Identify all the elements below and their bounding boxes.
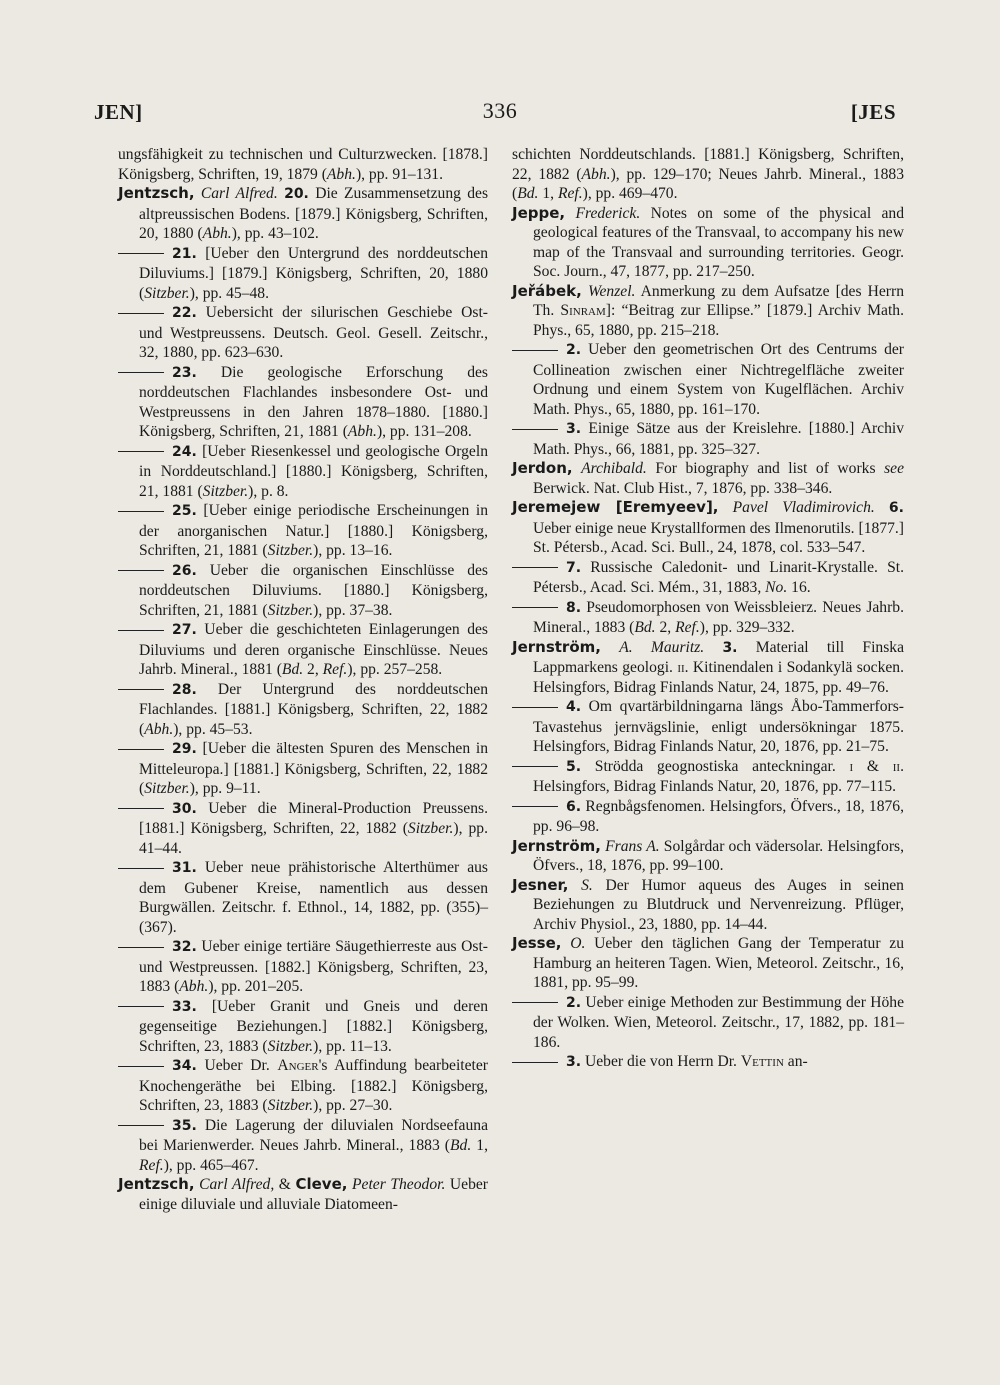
ditto-dash: [512, 1062, 558, 1063]
bibliography-subentry: 27. Ueber die geschichteten Einlagerungen des Diluviums und deren organische Einschlüsse. Neues Jahrb. Mineral., 1881 (Bd. 2, Ref.), pp. 257–258.: [118, 620, 488, 680]
ditto-dash: [118, 689, 164, 690]
bibliography-subentry: 6. Regnbågsfenomen. Helsingfors, Öfvers., 18, 1876, pp. 96–98.: [512, 797, 904, 837]
bibliography-subentry: 3. Einige Sätze aus der Kreislehre. [1880.] Archiv Math. Phys., 66, 1881, pp. 325–327.: [512, 419, 904, 459]
ditto-dash: [512, 707, 558, 708]
bibliography-subentry: 4. Om qvartärbildningarna längs Åbo-Tammerfors-Tavastehus jernvägslinie, enligt undersökningar 1875. Helsingfors, Bidrag Finlands Natur, 20, 1876, pp. 21–75.: [512, 697, 904, 757]
bibliography-entry: Jeřábek, Wenzel. Anmerkung zu dem Aufsatze [des Herrn Th. Sinram]: “Beitrag zur Ellipse.” [1879.] Archiv Math. Phys., 65, 1880, pp. 215–218.: [512, 281, 904, 339]
running-head-right: [JES: [850, 100, 896, 124]
ditto-dash: [512, 567, 558, 568]
bibliography-entry: Jerdon, Archibald. For biography and list of works see Berwick. Nat. Club Hist., 7, 1876, pp. 338–346.: [512, 459, 904, 497]
continued-text: ungsfähigkeit zu technischen und Culturzwecken. [1878.] Königsberg, Schriften, 19, 1879 (Abh.), pp. 91–131.: [118, 146, 488, 183]
bibliography-entry: Jeppe, Frederick. Notes on some of the physical and geological features of the Transvaal, to accompany his new map of the Transvaal and surrounding territories. Geogr. Soc. Journ., 47, 1877, pp. 217–250.: [512, 203, 904, 280]
bibliography-entry: Jeremejew [Eremyeev], Pavel Vladimirovich. 6. Ueber einige neue Krystallformen des Ilmenorutils. [1877.] St. Pétersb., Acad. Sci. Bull., 24, 1878, col. 533–547.: [512, 498, 904, 556]
bibliography-subentry: 7. Russische Caledonit- und Linarit-Krystalle. St. Pétersb., Acad. Sci. Mém., 31, 1883, No. 16.: [512, 558, 904, 598]
left-column: [118, 145, 488, 1214]
ditto-dash: [118, 570, 164, 571]
ditto-dash: [118, 313, 164, 314]
ditto-dash: [512, 350, 558, 351]
bibliography-subentry: 26. Ueber die organischen Einschlüsse des norddeutschen Diluviums. [1880.] Königsberg, Schriften, 21, 1881 (Sitzber.), pp. 37–38.: [118, 561, 488, 621]
ditto-dash: [118, 630, 164, 631]
bibliography-entry: Jentzsch, Carl Alfred, & Cleve, Peter Theodor. Ueber einige diluviale und alluviale Diatomeen-: [118, 1175, 488, 1213]
ditto-dash: [118, 868, 164, 869]
bibliography-subentry: 2. Ueber einige Methoden zur Bestimmung der Höhe der Wolken. Wien, Meteorol. Zeitschr., 17, 1882, pp. 181–186.: [512, 993, 904, 1053]
bibliography-subentry: 5. Strödda geognostiska anteckningar. i & ii. Helsingfors, Bidrag Finlands Natur, 20, 1876, pp. 77–115.: [512, 757, 904, 797]
ditto-dash: [118, 947, 164, 948]
bibliography-subentry: 3. Ueber die von Herrn Dr. Vettin an-: [512, 1052, 904, 1073]
bibliography-entry: Jernström, A. Mauritz. 3. Material till Finska Lappmarkens geologi. ii. Kitinendalen i Sodankylä socken. Helsingfors, Bidrag Finlands Natur, 24, 1875, pp. 49–76.: [512, 637, 904, 696]
ditto-dash: [512, 1002, 558, 1003]
ditto-dash: [512, 806, 558, 807]
bibliography-entry: Jentzsch, Carl Alfred. 20. Die Zusammensetzung des altpreussischen Bodens. [1879.] Königsberg, Schriften, 20, 1880 (Abh.), pp. 43–102.: [118, 184, 489, 242]
ditto-dash: [118, 808, 164, 809]
ditto-dash: [118, 253, 164, 254]
bibliography-subentry: 33. [Ueber Granit und Gneis und deren gegenseitige Beziehungen.] [1882.] Königsberg, Schriften, 23, 1883 (Sitzber.), pp. 11–13.: [118, 997, 488, 1057]
bibliography-subentry: 2. Ueber den geometrischen Ort des Centrums der Collineation zwischen einer Nichtregelfläche zweiter Ordnung und einem System von Kugelflächen. Archiv Math. Phys., 65, 1880, pp. 161–170.: [512, 340, 904, 419]
ditto-dash: [118, 1006, 164, 1007]
bibliography-subentry: 28. Der Untergrund des norddeutschen Flachlandes. [1881.] Königsberg, Schriften, 22, 1882 (Abh.), pp. 45–53.: [118, 680, 488, 740]
ditto-dash: [118, 451, 164, 452]
bibliography-subentry: 21. [Ueber den Untergrund des norddeutschen Diluviums.] [1879.] Königsberg, Schriften, 20, 1880 (Sitzber.), pp. 45–48.: [118, 244, 488, 304]
bibliography-subentry: 23. Die geologische Erforschung des norddeutschen Flachlandes insbesondere Ost- und Westpreussens in den Jahren 1878–1880. [1880.] Königsberg, Schriften, 21, 1881 (Abh.), pp. 131–208.: [118, 363, 488, 442]
page-number: 336: [482, 98, 518, 123]
bibliography-subentry: 34. Ueber Dr. Anger's Auffindung bearbeiteter Knochengeräthe bei Elbing. [1882.] Königsberg, Schriften, 23, 1883 (Sitzber.), pp. 27–30.: [118, 1056, 488, 1116]
continued-text: schichten Norddeutschlands. [1881.] Königsberg, Schriften, 22, 1882 (Abh.), pp. 129–170; Neues Jahrb. Mineral., 1883 (Bd. 1, Ref.), pp. 469–470.: [512, 146, 904, 202]
bibliography-subentry: 24. [Ueber Riesenkessel und geologische Orgeln in Norddeutschland.] [1880.] Königsberg, Schriften, 21, 1881 (Sitzber.), p. 8.: [118, 442, 488, 502]
bibliography-subentry: 31. Ueber neue prähistorische Alterthümer aus dem Gubener Kreise, namentlich aus dessen Burgwällen. Zeitschr. f. Ethnol., 14, 1882, pp. (355)–(367).: [118, 858, 488, 937]
running-head-left: JEN]: [94, 100, 143, 124]
ditto-dash: [512, 607, 558, 608]
bibliography-subentry: 32. Ueber einige tertiäre Säugethierreste aus Ost- und Westpreussen. [1882.] Königsberg, Schriften, 23, 1883 (Abh.), pp. 201–205.: [118, 937, 488, 997]
ditto-dash: [512, 429, 558, 430]
bibliography-subentry: 35. Die Lagerung der diluvialen Nordseefauna bei Marienwerder. Neues Jahrb. Mineral., 1883 (Bd. 1, Ref.), pp. 465–467.: [118, 1116, 488, 1176]
bibliography-entry: Jernström, Frans A. Solgårdar och vädersolar. Helsingfors, Öfvers., 18, 1876, pp. 99–100.: [512, 836, 904, 874]
ditto-dash: [118, 1125, 164, 1126]
bibliography-subentry: 8. Pseudomorphosen von Weissbleierz. Neues Jahrb. Mineral., 1883 (Bd. 2, Ref.), pp. 329–332.: [512, 598, 904, 638]
ditto-dash: [118, 372, 164, 373]
bibliography-subentry: 25. [Ueber einige periodische Erscheinungen in der anorganischen Natur.] [1880.] Königsberg, Schriften, 21, 1881 (Sitzber.), pp. 13–16.: [118, 501, 488, 561]
ditto-dash: [118, 749, 164, 750]
right-column: [512, 145, 904, 1073]
bibliography-subentry: 29. [Ueber die ältesten Spuren des Menschen in Mitteleuropa.] [1881.] Königsberg, Schriften, 22, 1882 (Sitzber.), pp. 9–11.: [118, 739, 488, 799]
bibliography-subentry: 22. Uebersicht der silurischen Geschiebe Ost- und Westpreussens. Deutsch. Geol. Gesell. Zeitschr., 32, 1880, pp. 623–630.: [118, 303, 488, 363]
ditto-dash: [512, 766, 558, 767]
bibliography-subentry: 30. Ueber die Mineral-Production Preussens. [1881.] Königsberg, Schriften, 22, 1882 (Sitzber.), pp. 41–44.: [118, 799, 488, 859]
ditto-dash: [118, 511, 164, 512]
bibliography-entry: Jesner, S. Der Humor aqueus des Auges in seinen Beziehungen zu Blutdruck und Nervenreizung. Pflüger, Archiv Physiol., 23, 1880, pp. 14–44.: [512, 875, 904, 933]
ditto-dash: [118, 1066, 164, 1067]
bibliography-entry: Jesse, O. Ueber den täglichen Gang der Temperatur zu Hamburg an heiteren Tagen. Wien, Meteorol. Zeitschr., 16, 1881, pp. 95–99.: [512, 934, 904, 991]
